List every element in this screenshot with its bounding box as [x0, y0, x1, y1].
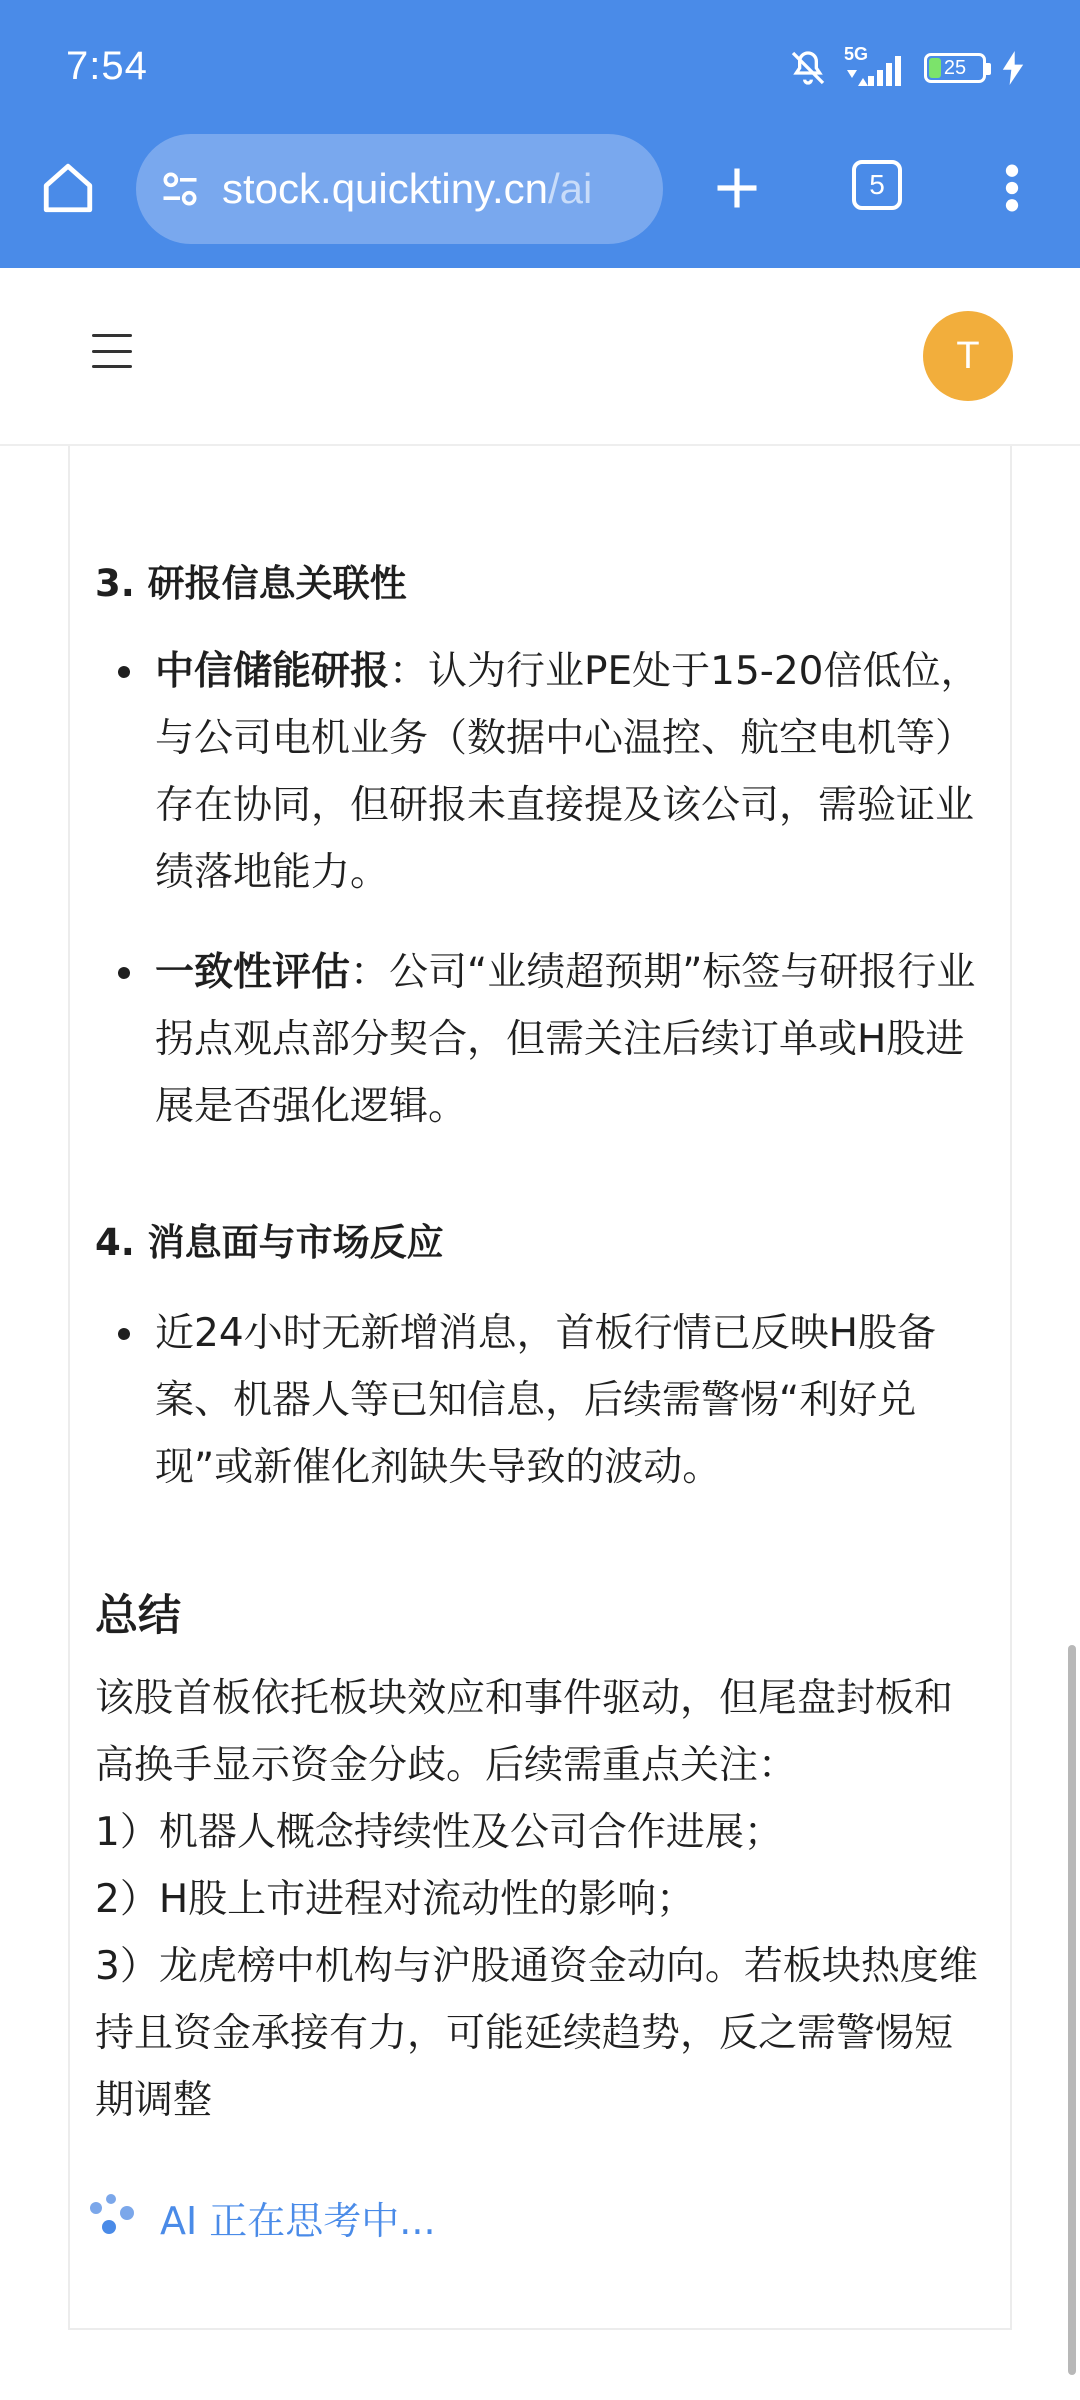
- site-settings-icon[interactable]: [158, 167, 202, 211]
- news-bullet-list: [70, 1300, 1014, 1534]
- more-options-icon: [1004, 163, 1020, 213]
- mute-bell-icon: [788, 48, 828, 88]
- status-icons: [788, 44, 1024, 92]
- item-text: 近24小时无新增消息，首板行情已反映H股备案、机器人等已知信息，后续需警惕“利好兑现”或新催化剂缺失导致的波动。: [155, 1311, 936, 1490]
- url-path: /ai: [548, 165, 593, 212]
- battery-icon: [924, 53, 986, 83]
- charging-icon: [1002, 51, 1024, 85]
- ai-answer-card: [68, 420, 1012, 2330]
- new-tab-icon: [711, 162, 763, 214]
- scrollbar-thumb[interactable]: [1068, 1645, 1076, 2375]
- item-label: 一致性评估: [155, 950, 351, 995]
- item-text: ：认为行业PE处于15-20倍低位，与公司电机业务（数据中心温控、航空电机等）存在协同，但研报未直接提及该公司，需验证业绩落地能力。: [155, 649, 980, 895]
- url-host: stock.quicktiny.cn: [222, 165, 549, 212]
- more-options-button[interactable]: [990, 156, 1034, 220]
- summary-line: 该股首板依托板块效应和事件驱动，但尾盘封板和高换手显示资金分歧。后续需重点关注：: [95, 1676, 954, 1788]
- browser-top-area: [0, 0, 1080, 268]
- user-avatar[interactable]: [923, 311, 1013, 401]
- browser-toolbar: [0, 130, 1080, 268]
- summary-line: 2）H股上市进程对流动性的影响；: [95, 1877, 696, 1922]
- new-tab-button[interactable]: [705, 156, 769, 220]
- thinking-label: AI 正在思考中...: [160, 2199, 436, 2243]
- item-label: 中信储能研报: [155, 649, 390, 694]
- ai-thinking-indicator: [90, 2190, 436, 2245]
- home-button[interactable]: [36, 156, 100, 220]
- tab-count: 5: [869, 169, 885, 200]
- tab-switcher-button[interactable]: [852, 160, 902, 210]
- summary-line: 3）龙虎榜中机构与沪股通资金动向。若板块热度维持且资金承接有力，可能延续趋势，反之需警惕短期调整: [95, 1944, 978, 2123]
- url-text[interactable]: [222, 165, 592, 213]
- summary-title: 总结: [95, 1591, 181, 1641]
- section-title-news: 4. 消息面与市场反应: [95, 1221, 444, 1264]
- loading-dots-icon: [90, 2194, 138, 2242]
- summary-line: 1）机器人概念持续性及公司合作进展；: [95, 1810, 783, 1855]
- hamburger-menu-icon[interactable]: [92, 334, 132, 368]
- summary-body: [95, 1665, 985, 2134]
- item-text: ：公司“业绩超预期”标签与研报行业拐点观点部分契合，但需关注后续订单或H股进展是否强化逻辑。: [155, 950, 976, 1129]
- network-type-icon: [844, 44, 908, 88]
- battery-level: 25: [943, 56, 967, 79]
- list-item: [70, 939, 1014, 1140]
- section-title-research: 3. 研报信息关联性: [95, 562, 407, 605]
- app-header: [0, 268, 1080, 446]
- home-icon: [39, 159, 97, 217]
- signal-icon: [844, 48, 908, 88]
- list-item: [70, 1300, 1014, 1501]
- status-time: 7:54: [66, 44, 148, 88]
- network-label: 5G: [844, 44, 869, 64]
- status-bar: [0, 0, 1080, 130]
- research-bullet-list: [70, 638, 1014, 1173]
- avatar-letter: T: [956, 334, 980, 377]
- address-bar[interactable]: [136, 134, 663, 244]
- list-item: [70, 638, 1014, 906]
